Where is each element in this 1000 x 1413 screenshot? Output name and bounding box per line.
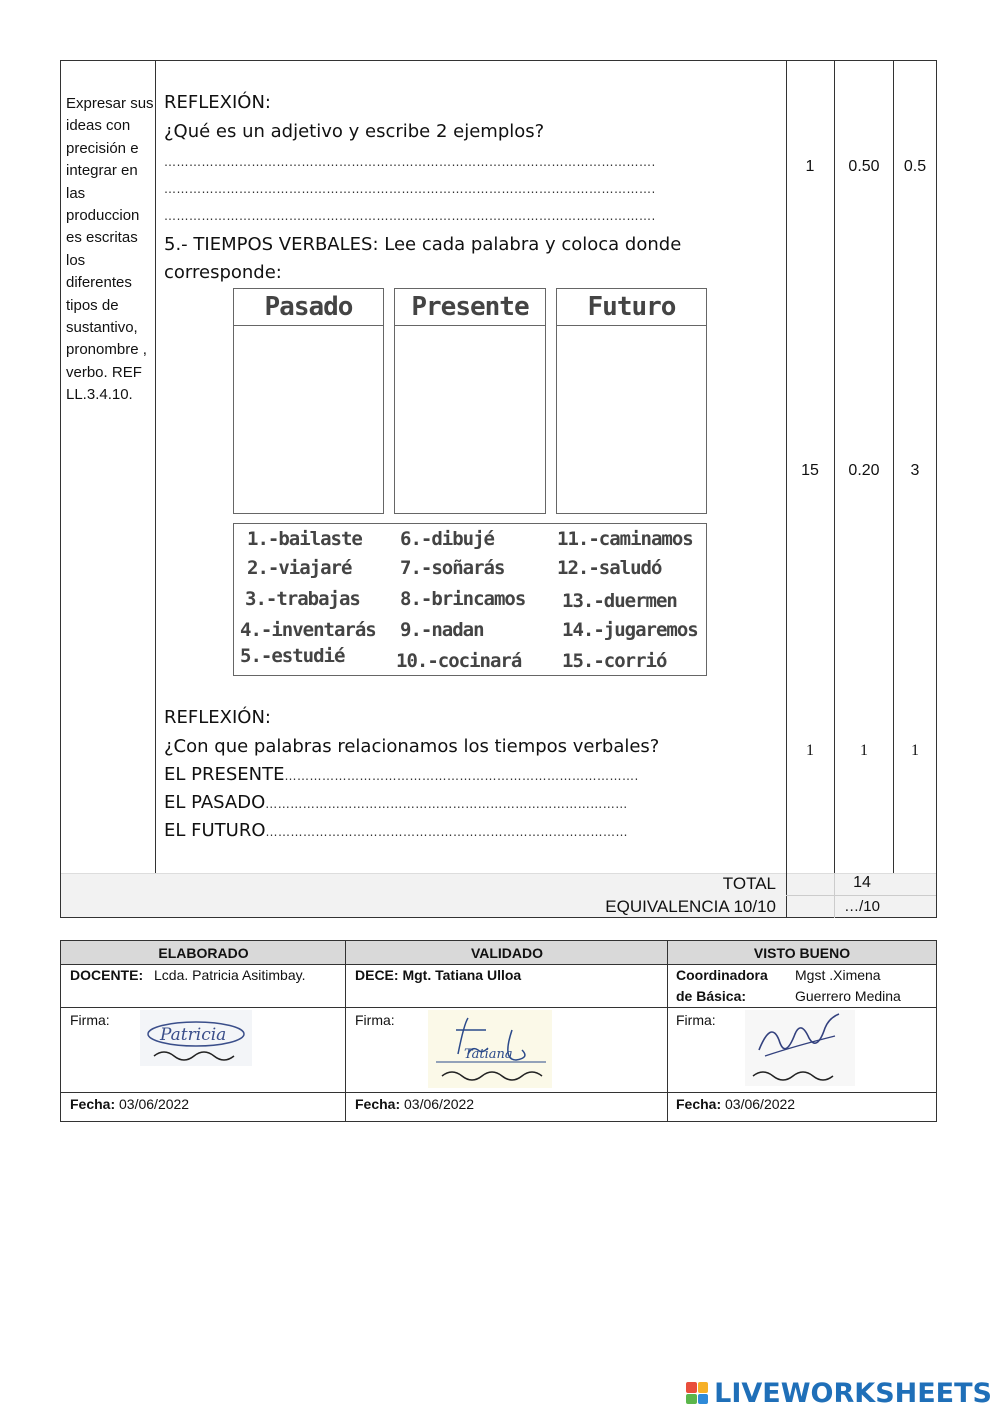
brand-name: LIVEWORKSHEETS — [714, 1377, 992, 1409]
tense-header-futuro: Futuro — [557, 289, 706, 326]
fecha-label: Fecha: — [70, 1096, 116, 1112]
answer-line[interactable]: …………………………………………………………………………. — [284, 769, 639, 783]
answer-label: EL PRESENTE — [164, 764, 285, 785]
svg-text:Tatiana: Tatiana — [464, 1047, 513, 1062]
signature-image — [745, 1010, 855, 1086]
column-divider — [786, 60, 787, 918]
word-item[interactable]: 6.-dibujé — [400, 528, 494, 550]
answer-label: EL FUTURO — [164, 820, 266, 841]
word-item[interactable]: 7.-soñarás — [400, 557, 505, 579]
answer-row-futuro — [164, 820, 628, 841]
word-item[interactable]: 14.-jugaremos — [562, 619, 698, 641]
fecha-label: Fecha: — [676, 1096, 722, 1112]
section5-instruction: 5.- TIEMPOS VERBALES: Lee cada palabra y coloca donde — [164, 234, 682, 255]
answer-row-pasado — [164, 792, 628, 813]
signature-image — [428, 1010, 552, 1088]
word-item[interactable]: 12.-saludó — [557, 557, 662, 579]
equivalencia-label: EQUIVALENCIA 10/10 — [605, 897, 776, 916]
tense-column-futuro[interactable] — [556, 288, 707, 514]
answer-label: EL PASADO — [164, 792, 266, 813]
tense-column-presente[interactable] — [394, 288, 546, 514]
tense-header-presente: Presente — [395, 289, 545, 326]
divider — [61, 873, 936, 874]
coordinadora-name-2: Guerrero Medina — [795, 988, 901, 1004]
word-item[interactable]: 10.-cocinará — [396, 650, 522, 672]
fecha-row — [676, 1096, 795, 1112]
total-label: TOTAL — [722, 874, 776, 893]
svg-text:Patricia: Patricia — [160, 1025, 227, 1045]
coordinadora-label-2: de Básica: — [676, 988, 747, 1004]
tense-header-pasado: Pasado — [234, 289, 383, 326]
fecha-value: 03/06/2022 — [119, 1096, 190, 1112]
score-value: 0.50 — [848, 158, 880, 175]
firma-label: Firma: — [676, 1012, 716, 1028]
score-items: 1 — [805, 158, 815, 175]
tense-column-pasado[interactable] — [233, 288, 384, 514]
column-divider — [834, 60, 835, 918]
header-visto-bueno: VISTO BUENO — [668, 941, 936, 965]
reflexion2-title: REFLEXIÓN: — [164, 707, 271, 728]
answer-line[interactable]: ………………………………………………………………………………………………………. — [164, 155, 656, 169]
reflexion1-title: REFLEXIÓN: — [164, 92, 271, 113]
column-divider — [345, 940, 346, 1122]
docente-label: DOCENTE: — [70, 967, 144, 983]
column-divider — [667, 940, 668, 1122]
coordinadora-name: Mgst .Ximena — [795, 967, 881, 983]
score-total: 0.5 — [903, 158, 927, 175]
score-items: 1 — [806, 742, 814, 759]
liveworksheets-logo-icon — [686, 1382, 708, 1404]
answer-line[interactable]: …………………………………………………………………………… — [265, 825, 628, 839]
answer-line[interactable]: …………………………………………………………………………… — [265, 797, 628, 811]
score-items: 15 — [801, 462, 819, 479]
dece-name: DECE: Mgt. Tatiana Ulloa — [355, 967, 522, 983]
divider — [60, 1092, 937, 1093]
score-total: 1 — [911, 742, 919, 759]
score-total: 3 — [910, 462, 920, 479]
word-item[interactable]: 13.-duermen — [562, 590, 677, 612]
total-value: 14 — [853, 874, 871, 891]
firma-label: Firma: — [70, 1012, 110, 1028]
liveworksheets-brand[interactable] — [686, 1376, 992, 1410]
fecha-row — [355, 1096, 474, 1112]
signature-image — [140, 1010, 252, 1066]
word-item[interactable]: 9.-nadan — [400, 619, 484, 641]
criterion-text: Expresar sus ideas con precisión e integrar en las produccion es escritas los diferentes tipos de sustantivo, pronombre , verbo. REF LL.3.4.10. — [66, 95, 154, 404]
equivalencia-value[interactable]: …/10 — [844, 898, 880, 915]
header-elaborado: ELABORADO — [61, 941, 346, 965]
divider — [60, 1007, 937, 1008]
reflexion2-question: ¿Con que palabras relacionamos los tiempos verbales? — [164, 736, 660, 757]
header-validado: VALIDADO — [346, 941, 668, 965]
fecha-label: Fecha: — [355, 1096, 401, 1112]
column-divider — [155, 60, 156, 873]
fecha-value: 03/06/2022 — [404, 1096, 475, 1112]
score-value: 0.20 — [848, 462, 880, 479]
divider — [786, 895, 936, 896]
coordinadora-label: Coordinadora — [676, 967, 768, 983]
answer-line[interactable]: ………………………………………………………………………………………………………. — [164, 182, 656, 196]
fecha-row — [70, 1096, 189, 1112]
firma-label: Firma: — [355, 1012, 395, 1028]
answer-row-presente — [164, 764, 639, 785]
word-item[interactable]: 4.-inventarás — [240, 619, 376, 641]
word-item[interactable]: 15.-corrió — [562, 650, 667, 672]
fecha-value: 03/06/2022 — [725, 1096, 796, 1112]
reflexion1-question: ¿Qué es un adjetivo y escribe 2 ejemplos? — [164, 121, 545, 142]
word-item[interactable]: 11.-caminamos — [557, 528, 693, 550]
score-value: 1 — [860, 742, 868, 759]
word-item[interactable]: 3.-trabajas — [245, 588, 360, 610]
word-item[interactable]: 2.-viajaré — [247, 557, 352, 579]
answer-line[interactable]: ………………………………………………………………………………………………………. — [164, 209, 656, 223]
word-item[interactable]: 8.-brincamos — [400, 588, 526, 610]
section5-instruction-cont: corresponde: — [164, 262, 282, 283]
word-item[interactable]: 5.-estudié — [240, 645, 345, 667]
docente-name: Lcda. Patricia Asitimbay. — [154, 967, 306, 983]
word-item[interactable]: 1.-bailaste — [247, 528, 362, 550]
